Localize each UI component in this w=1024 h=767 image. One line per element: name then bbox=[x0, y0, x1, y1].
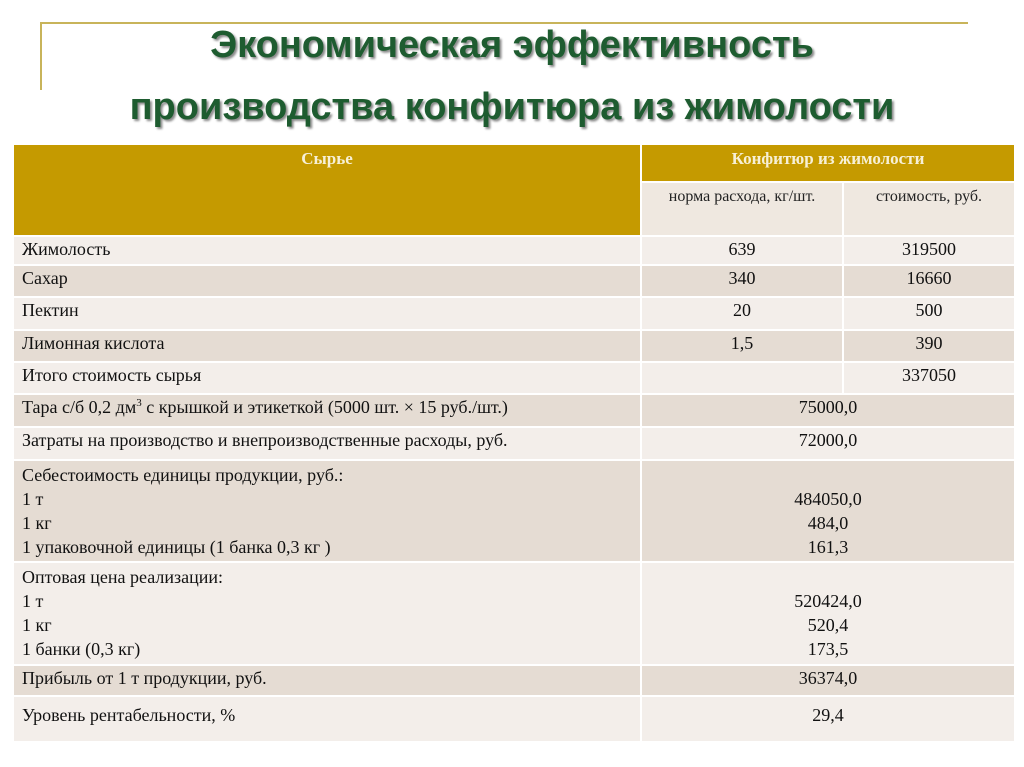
table-row bbox=[13, 330, 1015, 362]
tara-label-b: с крышкой и этикеткой (5000 шт. × 15 руб./шт.) bbox=[141, 397, 508, 417]
expenses-value: 72000,0 bbox=[641, 427, 1015, 460]
material-cost: 390 bbox=[843, 330, 1015, 362]
profit-value: 36374,0 bbox=[641, 665, 1015, 696]
table-row bbox=[13, 265, 1015, 297]
wholesale-title: Оптовая цена реализации: bbox=[22, 567, 224, 587]
title-line-2: производства конфитюра из жимолости bbox=[129, 86, 895, 128]
profitability-value: 29,4 bbox=[641, 696, 1015, 742]
tara-value: 75000,0 bbox=[641, 394, 1015, 427]
material-name: Жимолость bbox=[13, 236, 641, 265]
tara-label-sup: 3 bbox=[136, 397, 142, 409]
cost-unit-l1: 1 т bbox=[22, 489, 44, 509]
material-name: Сахар bbox=[13, 265, 641, 297]
header-product: Конфитюр из жимолости bbox=[641, 144, 1015, 182]
cost-unit-labels bbox=[13, 460, 641, 562]
material-name: Лимонная кислота bbox=[13, 330, 641, 362]
table-row bbox=[13, 460, 1015, 562]
tara-label bbox=[13, 394, 641, 427]
profit-label: Прибыль от 1 т продукции, руб. bbox=[13, 665, 641, 696]
table-row bbox=[13, 362, 1015, 394]
wholesale-v2: 520,4 bbox=[807, 615, 849, 635]
wholesale-v1: 520424,0 bbox=[794, 591, 862, 611]
material-norm: 1,5 bbox=[641, 330, 843, 362]
total-raw-value: 337050 bbox=[843, 362, 1015, 394]
material-cost: 500 bbox=[843, 297, 1015, 330]
efficiency-table bbox=[12, 143, 1016, 743]
profitability-label: Уровень рентабельности, % bbox=[13, 696, 641, 742]
wholesale-v3: 173,5 bbox=[807, 639, 849, 659]
material-cost: 319500 bbox=[843, 236, 1015, 265]
table-row bbox=[13, 236, 1015, 265]
cost-unit-l2: 1 кг bbox=[22, 513, 52, 533]
material-norm: 639 bbox=[641, 236, 843, 265]
tara-label-a: Тара с/б 0,2 дм bbox=[22, 397, 137, 417]
wholesale-l3: 1 банки (0,3 кг) bbox=[22, 639, 141, 659]
table-row bbox=[13, 665, 1015, 696]
table-row bbox=[13, 696, 1015, 742]
wholesale-l1: 1 т bbox=[22, 591, 44, 611]
table-row bbox=[13, 427, 1015, 460]
table-row bbox=[13, 297, 1015, 330]
page-title bbox=[0, 14, 1024, 138]
total-raw-label: Итого стоимость сырья bbox=[13, 362, 641, 394]
header-raw: Сырье bbox=[13, 144, 641, 236]
header-cost: стоимость, руб. bbox=[843, 182, 1015, 236]
cost-unit-l3: 1 упаковочной единицы (1 банка 0,3 кг ) bbox=[22, 537, 331, 557]
table-row bbox=[13, 562, 1015, 665]
cost-unit-title: Себестоимость единицы продукции, руб.: bbox=[22, 465, 344, 485]
wholesale-values bbox=[641, 562, 1015, 665]
cost-unit-v3: 161,3 bbox=[807, 537, 849, 557]
material-cost: 16660 bbox=[843, 265, 1015, 297]
cost-unit-v1: 484050,0 bbox=[794, 489, 862, 509]
material-name: Пектин bbox=[13, 297, 641, 330]
wholesale-l2: 1 кг bbox=[22, 615, 52, 635]
cost-unit-values bbox=[641, 460, 1015, 562]
material-norm: 340 bbox=[641, 265, 843, 297]
wholesale-labels bbox=[13, 562, 641, 665]
table-row bbox=[13, 394, 1015, 427]
title-line-1: Экономическая эффективность bbox=[210, 24, 814, 66]
cost-unit-v2: 484,0 bbox=[807, 513, 849, 533]
material-norm: 20 bbox=[641, 297, 843, 330]
total-raw-empty bbox=[641, 362, 843, 394]
expenses-label: Затраты на производство и внепроизводственные расходы, руб. bbox=[13, 427, 641, 460]
header-norm: норма расхода, кг/шт. bbox=[641, 182, 843, 236]
